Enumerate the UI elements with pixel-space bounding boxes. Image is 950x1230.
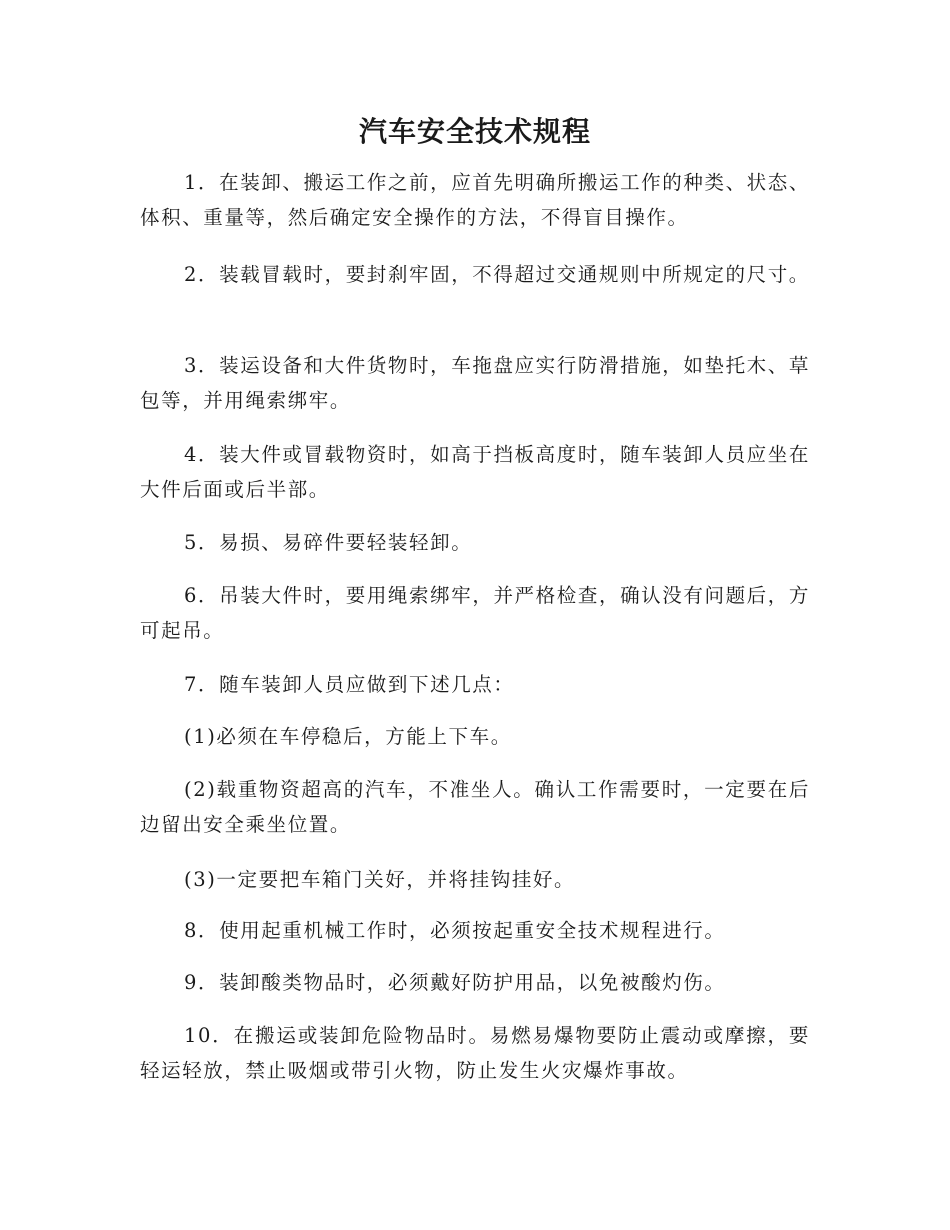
paragraph-10: (3)一定要把车箱门关好，并将挂钩挂好。 <box>184 868 576 891</box>
paragraph-9: (2)载重物资超高的汽车，不准坐人。确认工作需要时，一定要在后边留出安全乘坐位置。 <box>140 778 810 836</box>
paragraph-7: 7．随车装卸人员应做到下述几点： <box>184 673 515 696</box>
paragraph-5: 5．易损、易碎件要轻装轻卸。 <box>184 531 473 554</box>
paragraph-6: 6．吊装大件时，要用绳索绑牢，并严格检查，确认没有问题后，方可起吊。 <box>140 584 810 642</box>
paragraph-3: 3．装运设备和大件货物时，车拖盘应实行防滑措施，如垫托木、草包等，并用绳索绑牢。 <box>140 354 810 412</box>
paragraph-8: (1)必须在车停稳后，方能上下车。 <box>184 725 512 748</box>
document-title: 汽车安全技术规程 <box>358 115 591 148</box>
paragraph-4: 4．装大件或冒载物资时，如高于挡板高度时，随车装卸人员应坐在大件后面或后半部。 <box>140 443 810 501</box>
paragraph-13: 10．在搬运或装卸危险物品时。易燃易爆物要防止震动或摩擦，要轻运轻放，禁止吸烟或带引火物，防止发生火灾爆炸事故。 <box>140 1024 810 1082</box>
paragraph-1: 1．在装卸、搬运工作之前，应首先明确所搬运工作的种类、状态、体积、重量等，然后确定安全操作的方法，不得盲目操作。 <box>140 171 810 229</box>
paragraph-2: 2．装载冒载时，要封刹牢固，不得超过交通规则中所规定的尺寸。 <box>184 263 810 286</box>
paragraph-11: 8．使用起重机械工作时，必须按起重安全技术规程进行。 <box>184 919 726 942</box>
paragraph-12: 9．装卸酸类物品时，必须戴好防护用品，以免被酸灼伤。 <box>184 971 726 994</box>
